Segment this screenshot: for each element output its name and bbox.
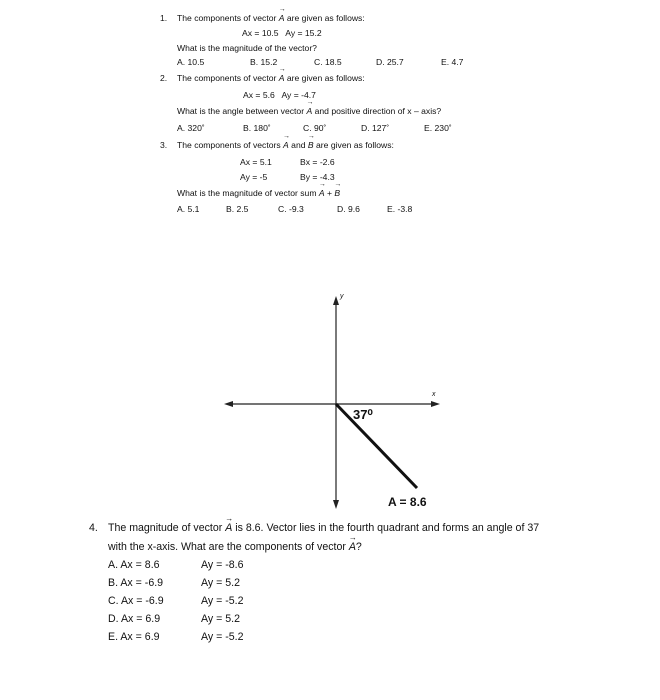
q4-option-a-ax[interactable]: A. Ax = 8.6 bbox=[108, 559, 160, 571]
q3-option-b[interactable]: B. 2.5 bbox=[226, 204, 249, 214]
q1-vector-symbol: → A bbox=[279, 13, 285, 23]
y-axis-label: y bbox=[340, 293, 344, 300]
q1-components: Ax = 10.5 Ay = 15.2 bbox=[242, 28, 322, 38]
q1-option-b[interactable]: B. 15.2 bbox=[250, 57, 278, 67]
q3-plus: + bbox=[327, 188, 333, 198]
x-axis-right-arrow-icon bbox=[431, 401, 440, 407]
y-axis-up-arrow-icon bbox=[333, 296, 339, 305]
q3-stem-post: are given as follows: bbox=[316, 140, 394, 150]
q3-sum-vector-a-symbol: → A bbox=[319, 188, 325, 198]
q4-vector-symbol: → A bbox=[225, 522, 232, 534]
q3-ay: Ay = -5 bbox=[240, 172, 268, 182]
q3-by: By = -4.3 bbox=[300, 172, 335, 182]
q2-option-c[interactable]: C. 90˚ bbox=[303, 123, 327, 133]
q2-vector-symbol: → A bbox=[279, 73, 285, 83]
q1-question: What is the magnitude of the vector? bbox=[177, 43, 317, 53]
q2-question-pre: What is the angle between vector bbox=[177, 106, 305, 116]
q2-question-vector-symbol: → A bbox=[306, 106, 312, 116]
q4-option-c-ay: Ay = -5.2 bbox=[201, 595, 244, 607]
q4-option-e-ax[interactable]: E. Ax = 6.9 bbox=[108, 631, 160, 643]
q4-option-d-ax[interactable]: D. Ax = 6.9 bbox=[108, 613, 161, 625]
vector-a-arrow bbox=[336, 404, 417, 488]
q4-option-b-ay: Ay = 5.2 bbox=[201, 577, 240, 589]
q4-line1-post: is 8.6. Vector lies in the fourth quadrant and forms an angle of 37 bbox=[235, 522, 540, 534]
q3-number: 3. bbox=[160, 140, 168, 150]
q3-option-d[interactable]: D. 9.6 bbox=[337, 204, 360, 214]
q3-option-e[interactable]: E. -3.8 bbox=[387, 204, 413, 214]
q2-option-b[interactable]: B. 180˚ bbox=[243, 123, 271, 133]
q4-number: 4. bbox=[89, 522, 98, 534]
q4-line1 bbox=[108, 522, 539, 534]
vector-magnitude-label: A = 8.6 bbox=[388, 495, 427, 509]
q4-line1-pre: The magnitude of vector bbox=[108, 522, 223, 534]
q3-question-pre: What is the magnitude of vector sum bbox=[177, 188, 317, 198]
q1-number: 1. bbox=[160, 13, 168, 23]
q3-stem-pre: The components of vectors bbox=[177, 140, 281, 150]
q4-option-c-ax[interactable]: C. Ax = -6.9 bbox=[108, 595, 164, 607]
q3-sum-vector-b-symbol: → B bbox=[334, 188, 340, 198]
q3-option-a[interactable]: A. 5.1 bbox=[177, 204, 200, 214]
q2-question-post: and positive direction of x – axis? bbox=[314, 106, 442, 116]
q4-option-a-ay: Ay = -8.6 bbox=[201, 559, 244, 571]
q1-option-e[interactable]: E. 4.7 bbox=[441, 57, 464, 67]
q4-option-d-ay: Ay = 5.2 bbox=[201, 613, 240, 625]
x-axis-label: x bbox=[432, 391, 436, 398]
q2-stem-pre: The components of vector bbox=[177, 73, 277, 83]
q2-stem-post: are given as follows: bbox=[286, 73, 365, 83]
q2-option-a[interactable]: A. 320˚ bbox=[177, 123, 205, 133]
q4-line2-vector-symbol: → A bbox=[349, 541, 356, 553]
q4-option-e-ay: Ay = -5.2 bbox=[201, 631, 244, 643]
q2-number: 2. bbox=[160, 73, 168, 83]
q3-bx: Bx = -2.6 bbox=[300, 157, 335, 167]
q3-option-c[interactable]: C. -9.3 bbox=[278, 204, 304, 214]
angle-label: 37⁰ bbox=[353, 407, 373, 422]
q4-line2 bbox=[108, 541, 362, 553]
q2-option-e[interactable]: E. 230˚ bbox=[424, 123, 452, 133]
q1-option-d[interactable]: D. 25.7 bbox=[376, 57, 404, 67]
q1-stem-pre: The components of vector bbox=[177, 13, 277, 23]
q1-option-c[interactable]: C. 18.5 bbox=[314, 57, 342, 67]
q1-stem-post: are given as follows: bbox=[286, 13, 365, 23]
q4-line2-pre: with the x-axis. What are the components of vector bbox=[108, 541, 346, 553]
q2-option-d[interactable]: D. 127˚ bbox=[361, 123, 390, 133]
q3-ax: Ax = 5.1 bbox=[240, 157, 272, 167]
q4-option-b-ax[interactable]: B. Ax = -6.9 bbox=[108, 577, 164, 589]
q3-vector-a-symbol: → A bbox=[283, 140, 289, 150]
q4-line2-post: ? bbox=[355, 541, 362, 553]
q3-and: and bbox=[291, 140, 306, 150]
q2-components: Ax = 5.6 Ay = -4.7 bbox=[243, 90, 316, 100]
x-axis-left-arrow-icon bbox=[224, 401, 233, 407]
q3-vector-b-symbol: → B bbox=[308, 140, 314, 150]
q1-option-a[interactable]: A. 10.5 bbox=[177, 57, 205, 67]
y-axis-down-arrow-icon bbox=[333, 500, 339, 509]
